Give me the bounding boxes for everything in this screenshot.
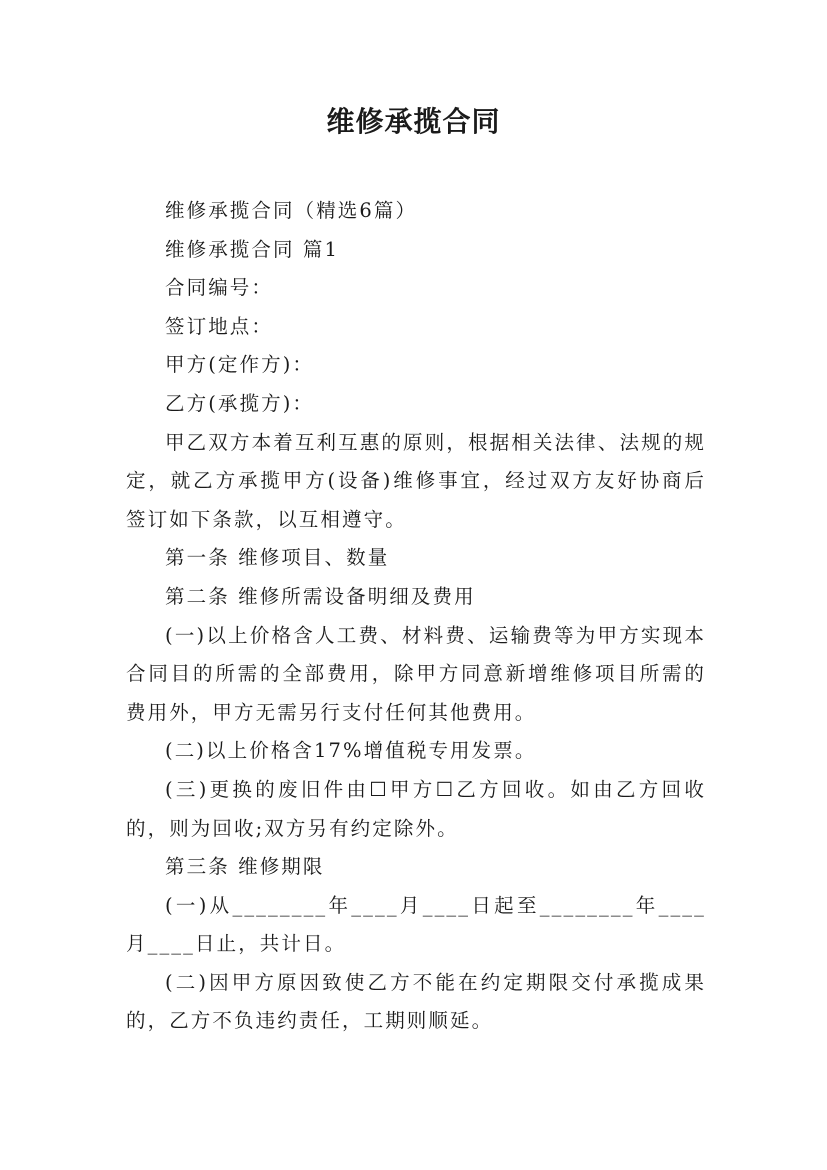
paragraph-section-heading: 维修承揽合同 篇1: [165, 237, 340, 261]
document-body: [126, 192, 706, 1041]
paragraph-contract-number: 合同编号：: [165, 276, 274, 300]
paragraph-article-2-item-1: (一)以上价格含人工费、材料费、运输费等为甲方实现本合同目的所需的全部费用，除甲方同意新增维修项目所需的费用外，甲方无需另行支付任何其他费用。: [126, 623, 706, 724]
paragraph-party-a: 甲方(定作方)：: [165, 353, 315, 377]
paragraph-party-b: 乙方(承揽方)：: [165, 391, 315, 415]
paragraph-article-2-item-3: (三)更换的废旧件由☐甲方☐乙方回收。如由乙方回收的，则为回收;双方另有约定除外。: [126, 777, 706, 840]
paragraph-article-3-item-2: (二)因甲方原因致使乙方不能在约定期限交付承揽成果的，乙方不负违约责任，工期则顺延。: [126, 970, 706, 1033]
document-title: 维修承揽合同: [326, 105, 501, 138]
paragraph-article-3: 第三条 维修期限: [165, 855, 325, 879]
paragraph-preamble: 甲乙双方本着互利互惠的原则，根据相关法律、法规的规定，就乙方承揽甲方(设备)维修事宜，经过双方友好协商后签订如下条款，以互相遵守。: [126, 430, 706, 531]
paragraph-subtitle: 维修承揽合同（精选6篇）: [165, 199, 418, 222]
paragraph-article-2: 第二条 维修所需设备明细及费用: [165, 584, 476, 608]
paragraph-article-3-item-1: (一)从________年____月____日起至________年____月____日止，共计日。: [126, 893, 706, 956]
paragraph-article-1: 第一条 维修项目、数量: [165, 546, 390, 570]
paragraph-signing-place: 签订地点：: [165, 314, 274, 338]
paragraph-article-2-item-2: (二)以上价格含17%增值税专用发票。: [165, 739, 537, 763]
